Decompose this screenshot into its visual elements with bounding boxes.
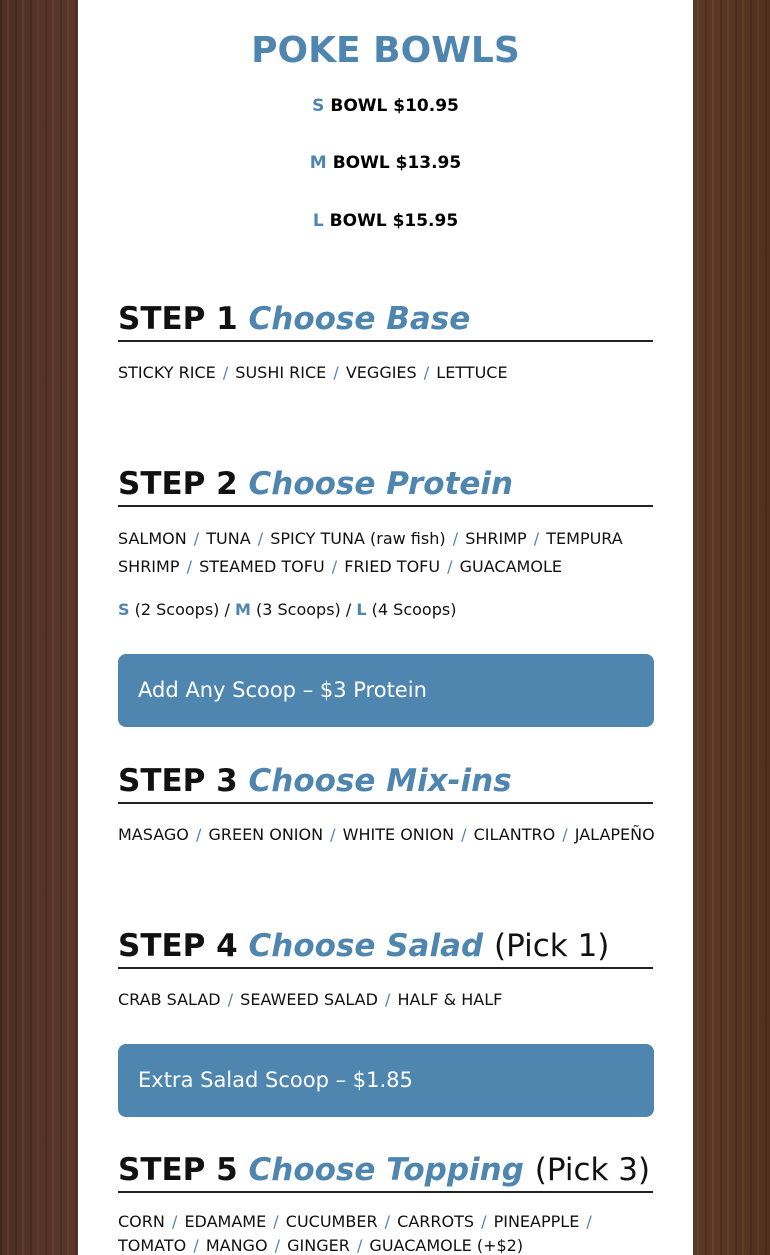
menu-item: SEAWEED SALAD [240,990,378,1009]
menu-item: GREEN ONION [208,825,324,844]
menu-item: GUACAMOLE (+$2) [369,1236,524,1255]
item-separator: / [330,825,336,844]
menu-item: SUSHI RICE [235,363,327,382]
menu-item: STICKY RICE [118,363,216,382]
item-separator: / [222,363,229,382]
menu-item: PINEAPPLE [493,1212,580,1231]
item-separator: / [384,1212,391,1231]
item-separator: / [227,990,234,1009]
item-separator: / [423,363,430,382]
menu-item: EDAMAME [184,1212,267,1231]
step-1-items [118,359,658,387]
item-separator: / [171,1212,178,1231]
item-separator: / [186,557,192,576]
step-5-heading [118,1151,653,1193]
menu-item: MANGO [205,1236,268,1255]
menu-item: SALMON [118,529,187,548]
item-separator: / [333,363,339,382]
item-separator: / [195,825,202,844]
menu-item: SPICY TUNA (raw fish) [270,529,446,548]
menu-item: MASAGO [118,825,189,844]
scoop-separator: / [224,600,230,619]
size-large [78,211,693,231]
step-label: STEP 3 [118,763,238,799]
menu-item: STEAMED TOFU [199,557,325,576]
menu-item: TOMATO [118,1236,187,1255]
item-separator: / [586,1212,592,1231]
step-accent: Choose Base [248,301,471,337]
item-separator: / [273,1212,279,1231]
item-separator: / [447,557,453,576]
step-pick-note: (Pick 1) [494,928,610,964]
item-separator: / [257,529,264,548]
item-separator: / [533,529,540,548]
item-separator: / [385,990,391,1009]
step-2-heading [118,465,653,507]
step-4-heading [118,927,653,969]
menu-item: CUCUMBER [285,1212,378,1231]
menu-item: FRIED TOFU [344,557,441,576]
size-letter: L [312,211,324,231]
item-separator: / [461,825,467,844]
menu-item: GINGER [287,1236,350,1255]
menu-item: GUACAMOLE [459,557,562,576]
size-letter: M [309,153,327,173]
item-separator: / [193,1236,199,1255]
size-price: BOWL $13.95 [332,153,462,173]
item-separator: / [193,529,200,548]
step-label: STEP 1 [118,301,238,337]
menu-item: TEMPURA SHRIMP [118,529,623,576]
size-small [78,96,693,116]
scoop-size-letter: L [356,600,367,619]
menu-item: JALAPEÑO [574,825,655,844]
menu-item: TUNA [206,529,251,548]
add-scoop-callout: Add Any Scoop – $3 Protein [118,654,654,727]
menu-item: CARROTS [397,1212,475,1231]
step-pick-note: (Pick 3) [534,1152,651,1188]
protein-scoop-sizes [118,600,658,619]
item-separator: / [481,1212,487,1231]
step-5-items [118,1210,658,1255]
item-separator: / [331,557,338,576]
step-4-items [118,986,658,1014]
menu-item: CILANTRO [473,825,556,844]
item-separator: / [452,529,459,548]
step-label: STEP 5 [118,1152,238,1188]
scoop-separator: / [345,600,352,619]
scoop-size-text: (4 Scoops) [371,600,457,619]
step-accent: Choose Protein [248,466,514,502]
step-accent: Choose Mix-ins [248,763,512,799]
step-3-heading [118,762,653,804]
menu-panel [78,0,693,1255]
menu-item: WHITE ONION [342,825,455,844]
step-accent: Choose Salad [248,928,484,964]
scoop-size-text: (2 Scoops) [134,600,220,619]
scoop-size-letter: S [118,600,130,619]
step-2-items [118,525,658,581]
menu-item: LETTUCE [436,363,508,382]
scoop-size-letter: M [234,600,251,619]
step-label: STEP 4 [118,928,238,964]
menu-item: SHRIMP [465,529,527,548]
scoop-size-text: (3 Scoops) [256,600,341,619]
menu-item: CRAB SALAD [118,990,221,1009]
menu-item: HALF & HALF [397,990,503,1009]
extra-salad-callout: Extra Salad Scoop – $1.85 [118,1044,654,1117]
size-medium [78,153,693,173]
step-label: STEP 2 [118,466,238,502]
size-price: BOWL $10.95 [330,96,459,116]
menu-item: VEGGIES [345,363,417,382]
step-accent: Choose Topping [248,1152,524,1188]
step-3-items [118,821,658,849]
item-separator: / [274,1236,281,1255]
item-separator: / [356,1236,363,1255]
page-title: POKE BOWLS [251,30,520,71]
menu-item: CORN [118,1212,165,1231]
size-price: BOWL $15.95 [329,211,459,231]
size-letter: S [312,96,325,116]
item-separator: / [562,825,568,844]
step-1-heading [118,300,653,342]
